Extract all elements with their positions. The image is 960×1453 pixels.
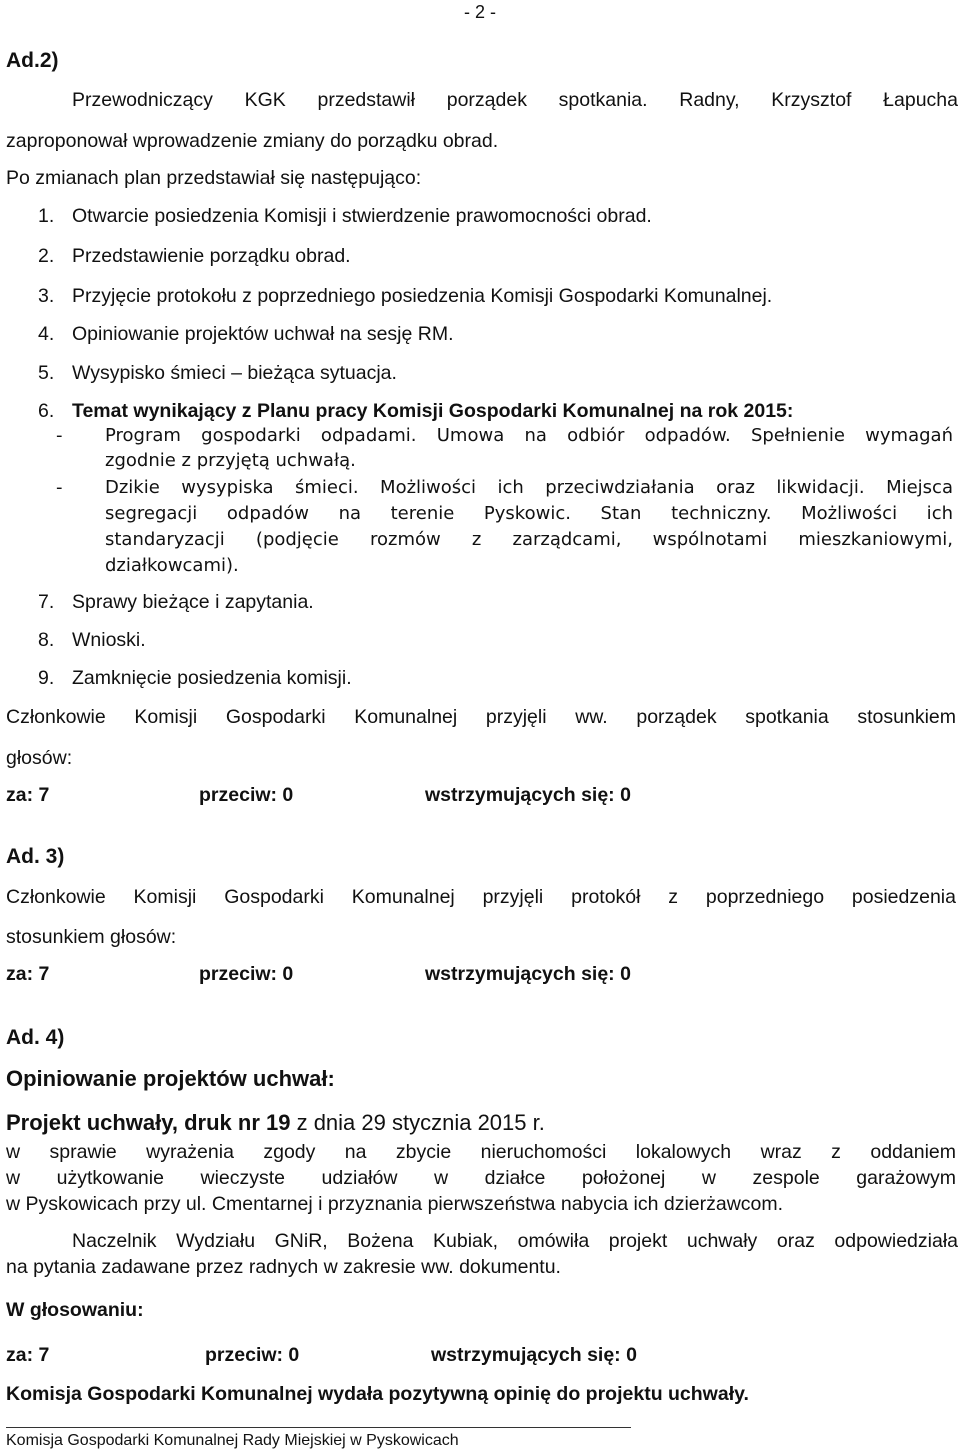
plan-intro: Po zmianach plan przedstawiał się następująco: — [6, 167, 422, 189]
section-heading-ad2: Ad.2) — [6, 49, 59, 72]
agenda-item-text: Otwarcie posiedzenia Komisji i stwierdzenie prawomocności obrad. — [72, 205, 652, 227]
sub-item-2-line-1: Dzikie wysypiska śmieci. Możliwości ich przeciwdziałania oraz likwidacji. Miejsca — [105, 477, 953, 498]
agenda-item-number: 8. — [38, 629, 55, 651]
agenda-item-3 — [38, 285, 772, 308]
agenda-item-number: 6. — [38, 400, 55, 422]
intro-line-2: zaproponował wprowadzenie zmiany do porządku obrad. — [6, 130, 499, 152]
sub-item-dash-2: - — [56, 477, 63, 498]
sub-item-2-line-3: standaryzacji (podjęcie rozmów z zarządcami, wspólnotami mieszkaniowymi, — [105, 529, 953, 550]
section-heading-ad4: Ad. 4) — [6, 1026, 65, 1049]
agenda-item-text: Przyjęcie protokołu z poprzedniego posiedzenia Komisji Gospodarki Komunalnej. — [72, 285, 773, 307]
agenda-item-number: 5. — [38, 362, 55, 384]
agenda-item-7 — [38, 591, 314, 614]
sub-item-2-line-4: działkowcami). — [105, 555, 239, 576]
vote-result-ad3 — [0, 963, 960, 991]
agenda-item-number: 7. — [38, 591, 55, 613]
agenda-item-text: Przedstawienie porządku obrad. — [72, 245, 351, 267]
ad3-line-2: stosunkiem głosów: — [6, 926, 177, 948]
agenda-item-text: Wnioski. — [72, 629, 146, 651]
discussion-line-2: na pytania zadawane przez radnych w zakresie ww. dokumentu. — [6, 1256, 561, 1278]
vote-result-ad4 — [0, 1344, 960, 1372]
vote-for: za: 7 — [6, 1344, 50, 1366]
page-number: - 2 - — [464, 2, 497, 22]
ad3-line-1: Członkowie Komisji Gospodarki Komunalnej przyjęli protokół z poprzedniego posiedzenia — [6, 886, 956, 908]
footer-text: Komisja Gospodarki Komunalnej Rady Miejskiej w Pyskowicach — [6, 1432, 459, 1449]
result-line-2: głosów: — [6, 747, 73, 769]
ad4-subheading: Opiniowanie projektów uchwał: — [6, 1066, 335, 1091]
agenda-item-text: Sprawy bieżące i zapytania. — [72, 591, 314, 613]
agenda-item-4 — [38, 323, 454, 346]
agenda-item-6 — [38, 400, 793, 423]
sub-item-1-line-1: Program gospodarki odpadami. Umowa na odbiór odpadów. Spełnienie wymagań — [105, 425, 953, 446]
agenda-item-1 — [38, 205, 652, 228]
discussion-line-1: Naczelnik Wydziału GNiR, Bożena Kubiak, omówiła projekt uchwały oraz odpowiedziała — [72, 1230, 958, 1252]
vote-abstain: wstrzymujących się: 0 — [425, 784, 631, 806]
vote-abstain: wstrzymujących się: 0 — [431, 1344, 637, 1366]
agenda-item-2 — [38, 245, 351, 268]
result-line-1: Członkowie Komisji Gospodarki Komunalnej przyjęli ww. porządek spotkania stosunkiem — [6, 706, 956, 728]
vote-against: przeciw: 0 — [205, 1344, 300, 1366]
agenda-item-number: 9. — [38, 667, 55, 689]
section-heading-ad3: Ad. 3) — [6, 845, 65, 868]
agenda-item-number: 1. — [38, 205, 55, 227]
sub-item-dash-1: - — [56, 425, 63, 446]
intro-line-1: Przewodniczący KGK przedstawił porządek spotkania. Radny, Krzysztof Łapucha — [72, 89, 958, 111]
vote-abstain: wstrzymujących się: 0 — [425, 963, 631, 985]
voting-heading: W głosowaniu: — [6, 1299, 144, 1321]
agenda-item-9 — [38, 667, 352, 690]
footer-divider — [6, 1427, 631, 1428]
sub-item-1-line-2: zgodnie z przyjętą uchwałą. — [105, 450, 356, 471]
agenda-item-text: Opiniowanie projektów uchwał na sesję RM. — [72, 323, 454, 345]
conclusion: Komisja Gospodarki Komunalnej wydała pozytywną opinię do projektu uchwały. — [6, 1383, 749, 1405]
vote-against: przeciw: 0 — [199, 784, 294, 806]
project-desc-line-1: w sprawie wyrażenia zgody na zbycie nieruchomości lokalowych wraz z oddaniem — [6, 1141, 956, 1163]
project-desc-line-2: w użytkowanie wieczyste udziałów w działce położonej w zespole garażowym — [6, 1167, 956, 1189]
agenda-item-text: Wysypisko śmieci – bieżąca sytuacja. — [72, 362, 397, 384]
project-number: Projekt uchwały, druk nr 19 — [6, 1110, 291, 1135]
project-title — [6, 1110, 545, 1136]
agenda-item-5 — [38, 362, 397, 385]
agenda-item-8 — [38, 629, 146, 652]
vote-for: za: 7 — [6, 784, 50, 806]
sub-item-2-line-2: segregacji odpadów na terenie Pyskowic. Stan techniczny. Możliwości ich — [105, 503, 953, 524]
project-date: z dnia 29 stycznia 2015 r. — [290, 1110, 545, 1135]
agenda-item-number: 4. — [38, 323, 55, 345]
project-desc-line-3: w Pyskowicach przy ul. Cmentarnej i przyznania pierwszeństwa nabycia ich dzierżawcom. — [6, 1193, 784, 1215]
vote-result-ad2 — [0, 784, 960, 812]
agenda-item-text: Temat wynikający z Planu pracy Komisji Gospodarki Komunalnej na rok 2015: — [72, 400, 794, 422]
vote-against: przeciw: 0 — [199, 963, 294, 985]
agenda-item-text: Zamknięcie posiedzenia komisji. — [72, 667, 352, 689]
vote-for: za: 7 — [6, 963, 50, 985]
agenda-item-number: 3. — [38, 285, 55, 307]
agenda-item-number: 2. — [38, 245, 55, 267]
